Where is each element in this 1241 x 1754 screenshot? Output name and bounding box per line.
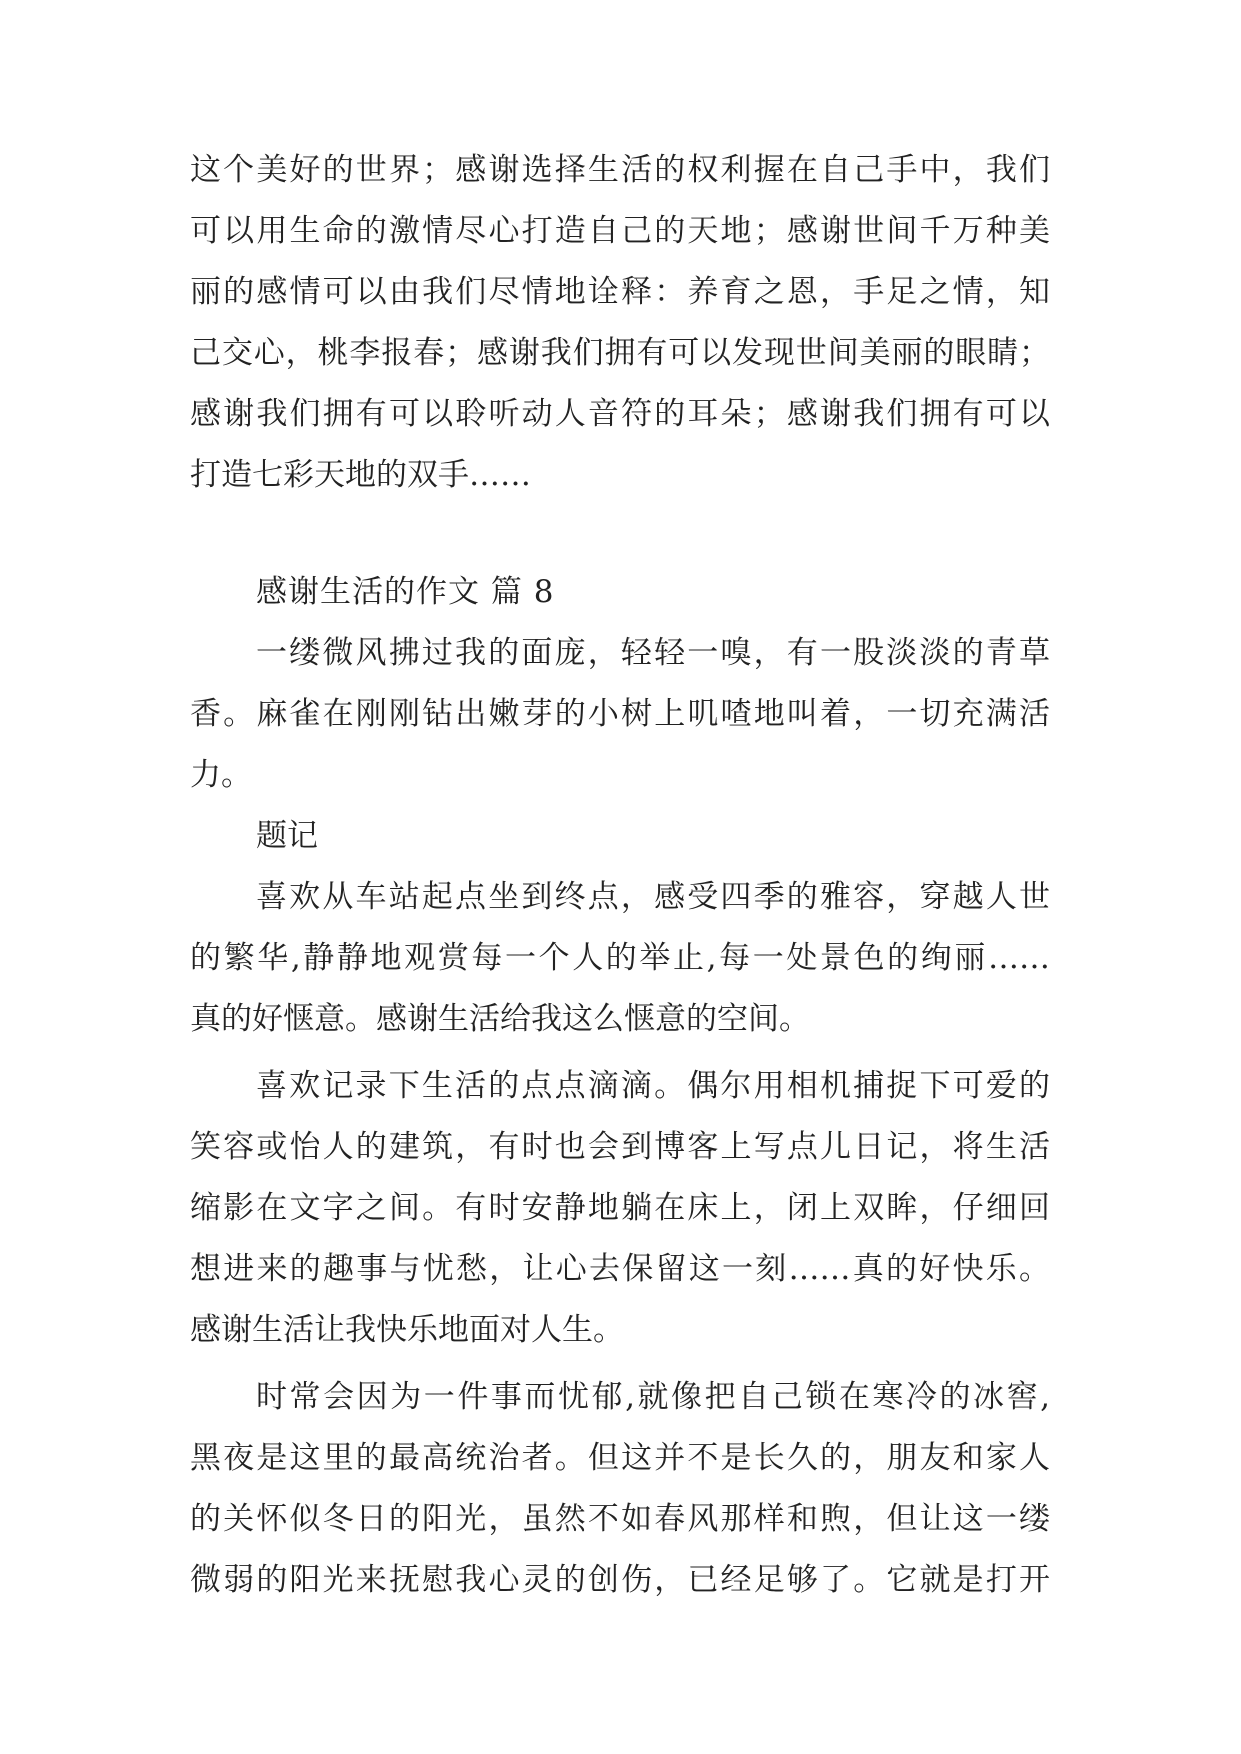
body-line: 丽的感情可以由我们尽情地诠释：养育之恩，手足之情，知 — [190, 274, 1050, 310]
body-line: 可以用生命的激情尽心打造自己的天地；感谢世间千万种美 — [190, 213, 1050, 249]
paragraph-line: 真的好惬意。感谢生活给我这么惬意的空间。 — [190, 1001, 810, 1037]
body-line: 己交心，桃李报春；感谢我们拥有可以发现世间美丽的眼睛； — [190, 335, 1050, 371]
paragraph-line: 想进来的趣事与忧愁，让心去保留这一刻……真的好快乐。 — [190, 1251, 1050, 1287]
body-line: 打造七彩天地的双手…… — [190, 457, 531, 493]
section-title: 感谢生活的作文 篇 8 — [256, 574, 555, 610]
body-line: 感谢我们拥有可以聆听动人音符的耳朵；感谢我们拥有可以 — [190, 396, 1050, 432]
paragraph-line: 的繁华,静静地观赏每一个人的举止,每一处景色的绚丽…… — [190, 940, 1050, 976]
paragraph-line: 力。 — [190, 757, 252, 793]
paragraph-line: 感谢生活让我快乐地面对人生。 — [190, 1312, 624, 1348]
paragraph-line: 微弱的阳光来抚慰我心灵的创伤，已经足够了。它就是打开 — [190, 1562, 1050, 1598]
paragraph-line: 喜欢记录下生活的点点滴滴。偶尔用相机捕捉下可爱的 — [256, 1068, 1050, 1104]
paragraph-line: 笑容或怡人的建筑，有时也会到博客上写点儿日记，将生活 — [190, 1129, 1050, 1165]
epigraph-note: 题记 — [256, 818, 318, 854]
paragraph-line: 时常会因为一件事而忧郁,就像把自己锁在寒冷的冰窖, — [256, 1379, 1050, 1415]
paragraph-line: 的关怀似冬日的阳光，虽然不如春风那样和煦，但让这一缕 — [190, 1501, 1050, 1537]
paragraph-line: 喜欢从车站起点坐到终点，感受四季的雅容，穿越人世 — [256, 879, 1050, 915]
paragraph-line: 缩影在文字之间。有时安静地躺在床上，闭上双眸，仔细回 — [190, 1190, 1050, 1226]
body-line: 这个美好的世界；感谢选择生活的权利握在自己手中，我们 — [190, 152, 1050, 188]
paragraph-line: 香。麻雀在刚刚钻出嫩芽的小树上叽喳地叫着，一切充满活 — [190, 696, 1050, 732]
paragraph-line: 一缕微风拂过我的面庞，轻轻一嗅，有一股淡淡的青草 — [256, 635, 1050, 671]
paragraph-line: 黑夜是这里的最高统治者。但这并不是长久的，朋友和家人 — [190, 1440, 1050, 1476]
